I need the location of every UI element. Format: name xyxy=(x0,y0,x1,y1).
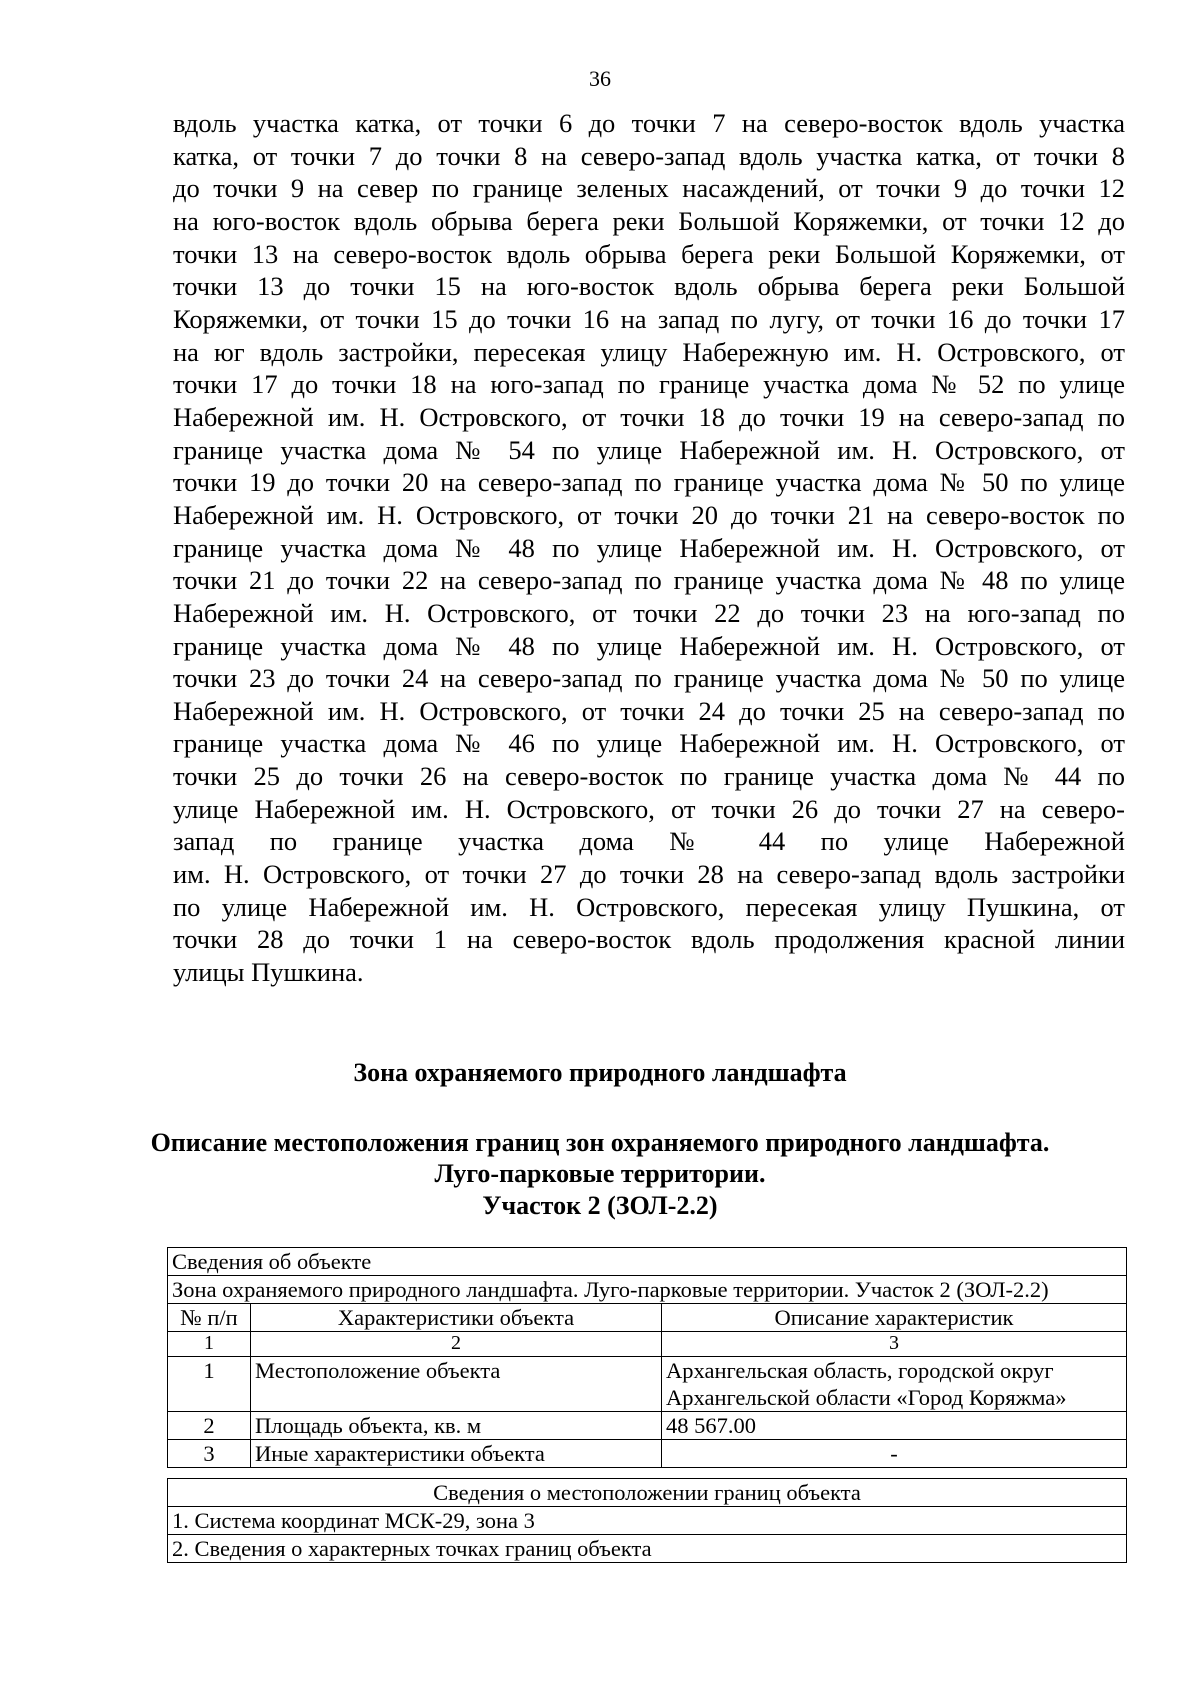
text-line: границе участка дома № 46 по улице Набережной им. Н. Островского, от xyxy=(173,728,1125,759)
section-heading-zone: Зона охраняемого природного ландшафта xyxy=(353,1058,847,1087)
row-name: Местоположение объекта xyxy=(251,1357,662,1412)
text-line: точки 13 до точки 15 на юго-восток вдоль обрыва берега реки Большой xyxy=(173,271,1125,302)
text-line: им. Н. Островского, от точки 27 до точки 28 на северо-запад вдоль застройки xyxy=(173,859,1125,890)
row-num: 2 xyxy=(168,1412,251,1440)
text-line: границе участка дома № 54 по улице Набережной им. Н. Островского, от xyxy=(173,434,1125,465)
text-line: точки 19 до точки 20 на северо-запад по границе участка дома № 50 по улице xyxy=(173,467,1125,498)
table-header-characteristics: Характеристики объекта xyxy=(251,1304,662,1332)
table-caption-boundary-info: Сведения о местоположении границ объекта xyxy=(168,1479,1127,1507)
section-heading-plot: Участок 2 (ЗОЛ-2.2) xyxy=(482,1191,718,1220)
text-line: Набережной им. Н. Островского, от точки 24 до точки 25 на северо-запад по xyxy=(173,695,1125,726)
page-number: 36 xyxy=(589,66,611,91)
table-header-description: Описание характеристик xyxy=(662,1304,1127,1332)
row-num: 1 xyxy=(168,1357,251,1412)
section-heading-description: Описание местоположения границ зон охраняемого природного ландшафта. xyxy=(150,1128,1050,1157)
text-line: точки 13 на северо-восток вдоль обрыва берега реки Большой Коряжемки, от xyxy=(173,238,1125,269)
table-index-2: 2 xyxy=(251,1332,662,1357)
text-line: улице Набережной им. Н. Островского, от точки 26 до точки 27 на северо- xyxy=(173,793,1125,824)
text-line: Набережной им. Н. Островского, от точки 22 до точки 23 на юго-запад по xyxy=(173,597,1125,628)
row-value-line: Архангельской области «Город Коряжма» xyxy=(666,1385,1067,1410)
table-caption-object-info: Сведения об объекте xyxy=(168,1248,1127,1276)
text-line: на юго-восток вдоль обрыва берега реки Большой Коряжемки, от точки 12 до xyxy=(173,205,1125,236)
text-line: точки 17 до точки 18 на юго-запад по границе участка дома № 52 по улице xyxy=(173,369,1125,400)
text-line: Набережной им. Н. Островского, от точки 20 до точки 21 на северо-восток по xyxy=(173,499,1125,530)
coordinate-system-row: 1. Система координат МСК-29, зона 3 xyxy=(168,1507,1127,1535)
row-num: 3 xyxy=(168,1440,251,1468)
text-line: запад по границе участка дома № 44 по улице Набережной xyxy=(173,826,1125,857)
text-line: границе участка дома № 48 по улице Набережной им. Н. Островского, от xyxy=(173,630,1125,661)
text-line: на юг вдоль застройки, пересекая улицу Набережную им. Н. Островского, от xyxy=(173,336,1125,367)
object-info-table xyxy=(167,1247,1127,1468)
table-index-1: 1 xyxy=(168,1332,251,1357)
table-row xyxy=(168,1440,1127,1468)
row-value-line: Архангельская область, городской округ xyxy=(666,1358,1054,1383)
row-value xyxy=(662,1357,1127,1412)
text-line: точки 25 до точки 26 на северо-восток по границе участка дома № 44 по xyxy=(173,761,1125,792)
row-value: - xyxy=(662,1440,1127,1468)
text-line: точки 23 до точки 24 на северо-запад по границе участка дома № 50 по улице xyxy=(173,663,1125,694)
boundary-description-text xyxy=(173,107,1125,989)
row-name: Иные характеристики объекта xyxy=(251,1440,662,1468)
row-value: 48 567.00 xyxy=(662,1412,1127,1440)
text-line: катка, от точки 7 до точки 8 на северо-запад вдоль участка катка, от точки 8 xyxy=(173,140,1125,171)
table-object-name: Зона охраняемого природного ландшафта. Луго-парковые территории. Участок 2 (ЗОЛ-2.2) xyxy=(168,1276,1127,1304)
table-row xyxy=(168,1412,1127,1440)
table-row xyxy=(168,1357,1127,1412)
text-line: границе участка дома № 48 по улице Набережной им. Н. Островского, от xyxy=(173,532,1125,563)
text-line: улицы Пушкина. xyxy=(173,957,364,988)
text-line: до точки 9 на север по границе зеленых насаждений, от точки 9 до точки 12 xyxy=(173,173,1125,204)
text-line: точки 28 до точки 1 на северо-восток вдоль продолжения красной линии xyxy=(173,924,1125,955)
boundary-info-table xyxy=(167,1478,1127,1563)
table-index-3: 3 xyxy=(662,1332,1127,1357)
row-name: Площадь объекта, кв. м xyxy=(251,1412,662,1440)
text-line: по улице Набережной им. Н. Островского, пересекая улицу Пушкина, от xyxy=(173,891,1125,922)
section-heading-territories: Луго-парковые территории. xyxy=(434,1159,766,1188)
text-line: точки 21 до точки 22 на северо-запад по границе участка дома № 48 по улице xyxy=(173,565,1125,596)
text-line: вдоль участка катка, от точки 6 до точки 7 на северо-восток вдоль участка xyxy=(173,108,1125,138)
characteristic-points-row: 2. Сведения о характерных точках границ объекта xyxy=(168,1535,1127,1563)
text-line: Коряжемки, от точки 15 до точки 16 на запад по лугу, от точки 16 до точки 17 xyxy=(173,303,1125,334)
text-line: Набережной им. Н. Островского, от точки 18 до точки 19 на северо-запад по xyxy=(173,401,1125,432)
table-header-num: № п/п xyxy=(168,1304,251,1332)
